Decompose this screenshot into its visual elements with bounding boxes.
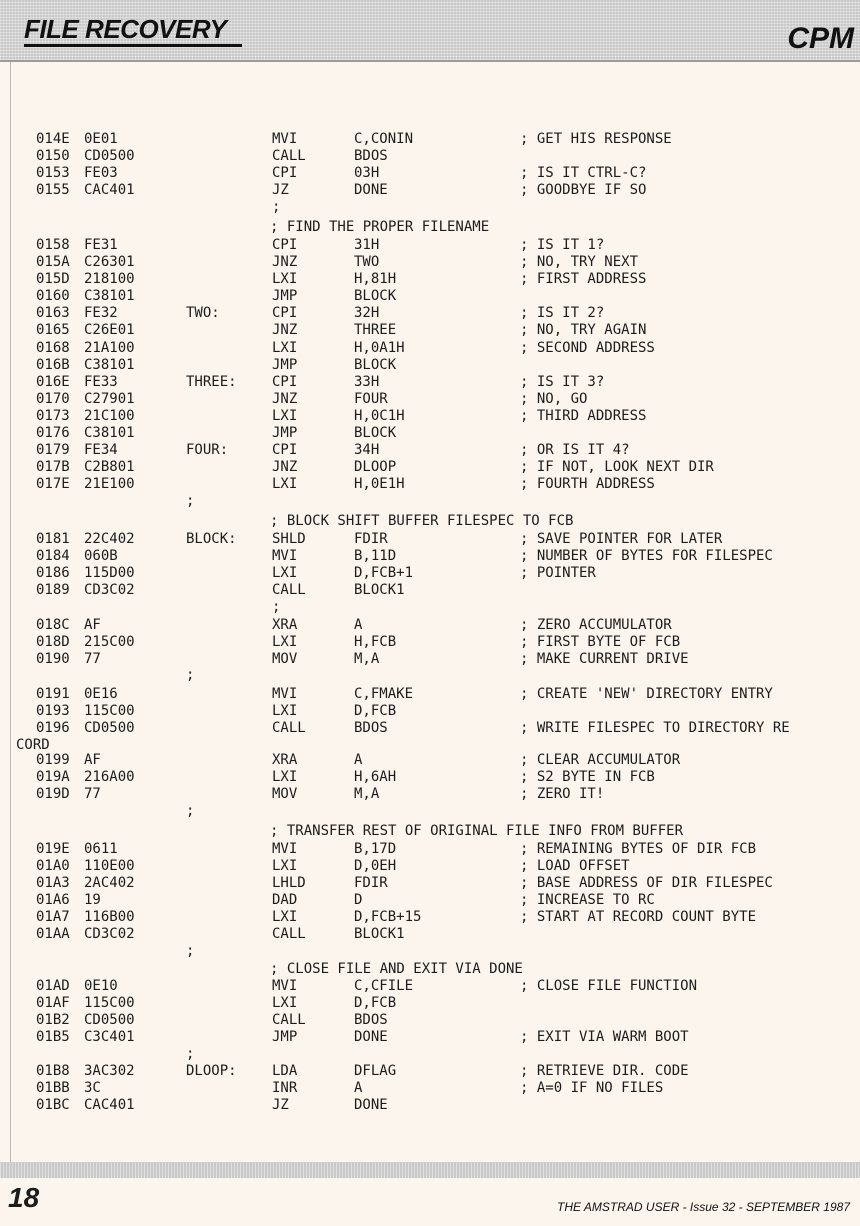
listing-operand: H,81H (354, 271, 397, 287)
listing-operand: A (354, 1080, 363, 1096)
listing-comment: ; REMAINING BYTES OF DIR FCB (520, 841, 757, 857)
listing-hex: CD0500 (84, 720, 135, 736)
listing-hex: CD3C02 (84, 582, 135, 598)
listing-operand: BLOCK (354, 425, 397, 441)
listing-operand: DLOOP (354, 459, 397, 475)
listing-hex: C2B801 (84, 459, 135, 475)
listing-operand: DONE (354, 1097, 388, 1113)
listing-opcode: JMP (272, 288, 298, 304)
listing-address: 0186 (36, 565, 70, 581)
listing-section-comment: ; TRANSFER REST OF ORIGINAL FILE INFO FROM BUFFER (270, 823, 684, 839)
listing-label: THREE: (186, 374, 237, 390)
listing-label: TWO: (186, 305, 220, 321)
listing-operand: D,FCB (354, 995, 397, 1011)
listing-hex: FE33 (84, 374, 118, 390)
listing-hex: FE34 (84, 442, 118, 458)
listing-opcode: SHLD (272, 531, 306, 547)
listing-opcode: LXI (272, 703, 298, 719)
listing-opcode: CPI (272, 442, 298, 458)
listing-hex: AF (84, 617, 101, 633)
listing-comment: ; GOODBYE IF SO (520, 182, 647, 198)
listing-opcode: XRA (272, 617, 298, 633)
listing-opcode: LXI (272, 565, 298, 581)
listing-address: 0196 (36, 720, 70, 736)
listing-operand: H,6AH (354, 769, 397, 785)
listing-address: 0176 (36, 425, 70, 441)
page-number: 18 (8, 1182, 40, 1213)
listing-address: 01A7 (36, 909, 70, 925)
listing-section-comment: ; BLOCK SHIFT BUFFER FILESPEC TO FCB (270, 513, 574, 529)
listing-opcode: INR (272, 1080, 298, 1096)
listing-comment: ; NO, GO (520, 391, 588, 407)
listing-opcode: LXI (272, 634, 298, 650)
listing-address: 017E (36, 476, 70, 492)
listing-address: 0150 (36, 148, 70, 164)
listing-hex: 3AC302 (84, 1063, 135, 1079)
listing-operand: DONE (354, 182, 388, 198)
listing-hex: 22C402 (84, 531, 135, 547)
listing-address: 019E (36, 841, 70, 857)
listing-address: 016B (36, 357, 70, 373)
listing-opcode: CALL (272, 1012, 306, 1028)
listing-comment: ; GET HIS RESPONSE (520, 131, 672, 147)
listing-opcode: JNZ (272, 391, 298, 407)
listing-opcode: LXI (272, 769, 298, 785)
listing-comment: ; SECOND ADDRESS (520, 340, 655, 356)
listing-address: 01AD (36, 978, 70, 994)
listing-operand: A (354, 617, 363, 633)
listing-hex: 2AC402 (84, 875, 135, 891)
category-tag: CPM (787, 22, 854, 55)
listing-operand: B,11D (354, 548, 397, 564)
listing-opcode: DAD (272, 892, 298, 908)
listing-hex: CD3C02 (84, 926, 135, 942)
listing-opcode: ; (272, 199, 281, 215)
listing-opcode: MVI (272, 131, 298, 147)
listing-hex: C26E01 (84, 322, 135, 338)
listing-hex: CD0500 (84, 1012, 135, 1028)
listing-address: 0189 (36, 582, 70, 598)
listing-label: ; (186, 803, 195, 819)
listing-hex: AF (84, 752, 101, 768)
listing-opcode: LXI (272, 909, 298, 925)
listing-address: 01BB (36, 1080, 70, 1096)
footer-band (0, 1162, 860, 1178)
listing-address: 0199 (36, 752, 70, 768)
listing-operand: M,A (354, 651, 380, 667)
listing-address: 01B5 (36, 1029, 70, 1045)
listing-hex: 3C (84, 1080, 101, 1096)
listing-opcode: MOV (272, 651, 298, 667)
listing-opcode: CPI (272, 165, 298, 181)
listing-comment: ; IS IT 3? (520, 374, 605, 390)
listing-address: 017B (36, 459, 70, 475)
listing-comment: ; BASE ADDRESS OF DIR FILESPEC (520, 875, 773, 891)
listing-operand: BDOS (354, 148, 388, 164)
listing-opcode: LXI (272, 858, 298, 874)
listing-opcode: LDA (272, 1063, 298, 1079)
listing-hex: CAC401 (84, 182, 135, 198)
listing-operand: A (354, 752, 363, 768)
listing-opcode: MOV (272, 786, 298, 802)
listing-opcode: CPI (272, 374, 298, 390)
listing-comment: ; NO, TRY NEXT (520, 254, 639, 270)
listing-opcode: LXI (272, 476, 298, 492)
listing-opcode: JMP (272, 1029, 298, 1045)
listing-operand: FDIR (354, 531, 388, 547)
listing-operand: H,0C1H (354, 408, 405, 424)
listing-address: 0163 (36, 305, 70, 321)
listing-comment: ; SAVE POINTER FOR LATER (520, 531, 723, 547)
listing-address: 014E (36, 131, 70, 147)
listing-comment: ; LOAD OFFSET (520, 858, 630, 874)
listing-operand: BLOCK (354, 357, 397, 373)
listing-operand: B,17D (354, 841, 397, 857)
listing-opcode: LXI (272, 408, 298, 424)
listing-opcode: JNZ (272, 322, 298, 338)
listing-operand: TWO (354, 254, 380, 270)
listing-hex: CAC401 (84, 1097, 135, 1113)
listing-opcode: LHLD (272, 875, 306, 891)
listing-operand: BLOCK (354, 288, 397, 304)
listing-comment: ; S2 BYTE IN FCB (520, 769, 655, 785)
listing-operand: DONE (354, 1029, 388, 1045)
listing-opcode: JMP (272, 357, 298, 373)
listing-address: 0184 (36, 548, 70, 564)
listing-address: 015D (36, 271, 70, 287)
listing-hex: C26301 (84, 254, 135, 270)
listing-hex: 216A00 (84, 769, 135, 785)
listing-comment: ; EXIT VIA WARM BOOT (520, 1029, 689, 1045)
listing-hex: FE31 (84, 237, 118, 253)
listing-operand: H,FCB (354, 634, 397, 650)
listing-operand: FOUR (354, 391, 388, 407)
listing-opcode: JNZ (272, 459, 298, 475)
listing-opcode: ; (272, 599, 281, 615)
listing-comment: ; POINTER (520, 565, 596, 581)
listing-hex: 116B00 (84, 909, 135, 925)
listing-address: 01A6 (36, 892, 70, 908)
listing-address: 018C (36, 617, 70, 633)
listing-operand: DFLAG (354, 1063, 397, 1079)
listing-operand: C,CFILE (354, 978, 414, 994)
listing-hex: 115D00 (84, 565, 135, 581)
listing-opcode: JNZ (272, 254, 298, 270)
listing-operand: 31H (354, 237, 380, 253)
listing-hex: 21E100 (84, 476, 135, 492)
listing-opcode: XRA (272, 752, 298, 768)
listing-operand: D,FCB (354, 703, 397, 719)
listing-label: ; (186, 1046, 195, 1062)
section-title: FILE RECOVERY (24, 14, 227, 44)
listing-hex: 060B (84, 548, 118, 564)
listing-operand: D,0EH (354, 858, 397, 874)
listing-address: 01B8 (36, 1063, 70, 1079)
listing-address: 01AF (36, 995, 70, 1011)
listing-address: 01BC (36, 1097, 70, 1113)
listing-operand: THREE (354, 322, 397, 338)
listing-hex: 115C00 (84, 703, 135, 719)
listing-comment: ; IS IT 1? (520, 237, 605, 253)
listing-operand: 33H (354, 374, 380, 390)
listing-opcode: CALL (272, 926, 306, 942)
listing-operand: H,0A1H (354, 340, 405, 356)
listing-comment: ; FOURTH ADDRESS (520, 476, 655, 492)
listing-address: 019D (36, 786, 70, 802)
listing-comment: ; FIRST ADDRESS (520, 271, 647, 287)
listing-comment: ; NUMBER OF BYTES FOR FILESPEC (520, 548, 773, 564)
listing-operand: BLOCK1 (354, 926, 405, 942)
listing-label: FOUR: (186, 442, 229, 458)
listing-hex: 0E10 (84, 978, 118, 994)
listing-address: 0153 (36, 165, 70, 181)
listing-hex: 115C00 (84, 995, 135, 1011)
listing-comment: ; START AT RECORD COUNT BYTE (520, 909, 757, 925)
listing-address: 0165 (36, 322, 70, 338)
listing-opcode: MVI (272, 978, 298, 994)
listing-operand: BDOS (354, 720, 388, 736)
listing-comment: ; ZERO ACCUMULATOR (520, 617, 672, 633)
listing-hex: CD0500 (84, 148, 135, 164)
listing-comment: ; IF NOT, LOOK NEXT DIR (520, 459, 714, 475)
listing-comment: ; IS IT CTRL-C? (520, 165, 647, 181)
listing-hex: FE32 (84, 305, 118, 321)
listing-hex: C38101 (84, 425, 135, 441)
listing-address: 0155 (36, 182, 70, 198)
listing-hex: C27901 (84, 391, 135, 407)
listing-comment: ; RETRIEVE DIR. CODE (520, 1063, 689, 1079)
listing-opcode: LXI (272, 995, 298, 1011)
listing-address: 0160 (36, 288, 70, 304)
listing-operand: H,0E1H (354, 476, 405, 492)
listing-comment: ; WRITE FILESPEC TO DIRECTORY RE (520, 720, 790, 736)
listing-comment: ; CLOSE FILE FUNCTION (520, 978, 698, 994)
listing-hex: 77 (84, 651, 101, 667)
listing-address: 019A (36, 769, 70, 785)
listing-label: ; (186, 943, 195, 959)
listing-address: 018D (36, 634, 70, 650)
listing-opcode: CALL (272, 148, 306, 164)
listing-opcode: CPI (272, 237, 298, 253)
listing-opcode: MVI (272, 548, 298, 564)
listing-comment-continuation: CORD (16, 737, 50, 753)
listing-hex: C38101 (84, 288, 135, 304)
listing-operand: D (354, 892, 363, 908)
listing-hex: 218100 (84, 271, 135, 287)
listing-address: 01A0 (36, 858, 70, 874)
listing-comment: ; OR IS IT 4? (520, 442, 630, 458)
listing-hex: 21C100 (84, 408, 135, 424)
listing-hex: 215C00 (84, 634, 135, 650)
listing-address: 01A3 (36, 875, 70, 891)
listing-address: 016E (36, 374, 70, 390)
listing-hex: 19 (84, 892, 101, 908)
listing-hex: 21A100 (84, 340, 135, 356)
listing-address: 015A (36, 254, 70, 270)
listing-hex: FE03 (84, 165, 118, 181)
issue-info: THE AMSTRAD USER - Issue 32 - SEPTEMBER 1987 (557, 1200, 850, 1214)
listing-comment: ; CREATE 'NEW' DIRECTORY ENTRY (520, 686, 773, 702)
listing-opcode: JZ (272, 1097, 289, 1113)
listing-operand: D,FCB+1 (354, 565, 414, 581)
listing-opcode: LXI (272, 271, 298, 287)
listing-hex: 110E00 (84, 858, 135, 874)
listing-operand: 03H (354, 165, 380, 181)
listing-opcode: JMP (272, 425, 298, 441)
listing-hex: C38101 (84, 357, 135, 373)
listing-label: DLOOP: (186, 1063, 237, 1079)
listing-comment: ; ZERO IT! (520, 786, 605, 802)
listing-comment: ; MAKE CURRENT DRIVE (520, 651, 689, 667)
listing-opcode: CALL (272, 582, 306, 598)
listing-comment: ; INCREASE TO RC (520, 892, 655, 908)
listing-comment: ; THIRD ADDRESS (520, 408, 647, 424)
listing-operand: C,CONIN (354, 131, 414, 147)
listing-address: 0181 (36, 531, 70, 547)
listing-comment: ; FIRST BYTE OF FCB (520, 634, 681, 650)
listing-address: 0190 (36, 651, 70, 667)
listing-operand: C,FMAKE (354, 686, 414, 702)
listing-comment: ; CLEAR ACCUMULATOR (520, 752, 681, 768)
listing-opcode: CALL (272, 720, 306, 736)
listing-operand: M,A (354, 786, 380, 802)
listing-address: 0179 (36, 442, 70, 458)
listing-address: 0168 (36, 340, 70, 356)
listing-address: 0158 (36, 237, 70, 253)
listing-hex: 77 (84, 786, 101, 802)
listing-operand: BLOCK1 (354, 582, 405, 598)
listing-address: 0173 (36, 408, 70, 424)
listing-comment: ; NO, TRY AGAIN (520, 322, 647, 338)
listing-label: ; (186, 667, 195, 683)
listing-label: ; (186, 493, 195, 509)
listing-comment: ; A=0 IF NO FILES (520, 1080, 664, 1096)
listing-hex: 0E01 (84, 131, 118, 147)
listing-address: 0191 (36, 686, 70, 702)
listing-address: 01B2 (36, 1012, 70, 1028)
listing-operand: FDIR (354, 875, 388, 891)
listing-address: 0170 (36, 391, 70, 407)
listing-section-comment: ; FIND THE PROPER FILENAME (270, 219, 490, 235)
listing-section-comment: ; CLOSE FILE AND EXIT VIA DONE (270, 961, 523, 977)
listing-operand: 32H (354, 305, 380, 321)
listing-opcode: MVI (272, 686, 298, 702)
listing-operand: 34H (354, 442, 380, 458)
listing-hex: C3C401 (84, 1029, 135, 1045)
listing-opcode: MVI (272, 841, 298, 857)
listing-operand: BDOS (354, 1012, 388, 1028)
listing-opcode: LXI (272, 340, 298, 356)
listing-address: 01AA (36, 926, 70, 942)
listing-comment: ; IS IT 2? (520, 305, 605, 321)
listing-label: BLOCK: (186, 531, 237, 547)
listing-opcode: JZ (272, 182, 289, 198)
listing-hex: 0E16 (84, 686, 118, 702)
listing-operand: D,FCB+15 (354, 909, 422, 925)
listing-opcode: CPI (272, 305, 298, 321)
listing-hex: 0611 (84, 841, 118, 857)
listing-address: 0193 (36, 703, 70, 719)
